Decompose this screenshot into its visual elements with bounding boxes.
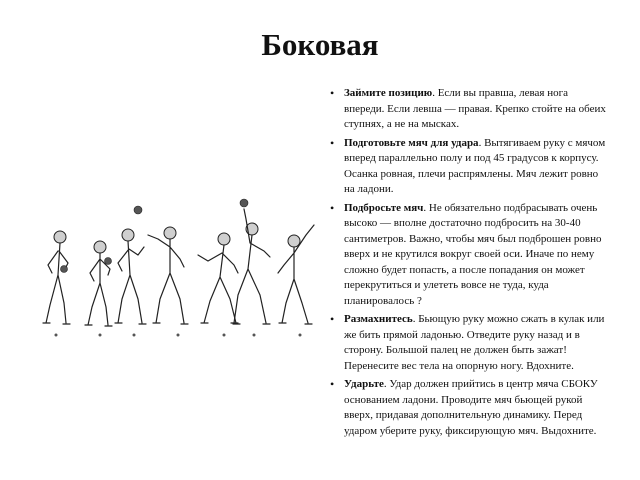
figure-1 <box>43 231 70 324</box>
list-item <box>326 312 608 374</box>
step-text: . Бьющую руку можно сжать в кулак или же бить прямой ладонью. Отведите руку назад и в сторону. Большой палец не должен быть зажат! Перенесите вес тела на опорную ногу. Вдохните. <box>344 313 605 372</box>
step-title: Займите позицию <box>344 87 433 99</box>
list-item <box>326 377 608 439</box>
figure-2 <box>85 241 112 326</box>
steps-list <box>326 86 608 442</box>
slide-title: Боковая <box>261 27 379 62</box>
step-text: . Не обязательно подбрасывать очень высоко — вполне достаточно подбросить на 30-40 сантиметров. Важно, чтобы мяч был подброшен ровно вверх и не крутился вокруг своей оси. Иначе по нему сложно будет попасть, а после попадания он может перекрутиться и улететь вовсе не туда, куда планировалось ? <box>344 201 602 307</box>
figure-4 <box>134 206 188 324</box>
step-text: . Вытягиваем руку с мячом вперед параллельно полу и под 45 градусов к корпусу. Осанка ровная, плечи распрямлены. Мяч лежит ровно на ладони. <box>344 136 606 195</box>
list-item <box>326 201 608 310</box>
volleyball-serve-sequence-icon <box>38 195 328 340</box>
floor-marks <box>55 334 302 337</box>
figure-6 <box>231 199 270 324</box>
step-text: . Если вы правша, левая нога впереди. Если левша — правая. Крепко стойте на обеих ступнях, а не на мысках. <box>344 87 606 130</box>
list-item <box>326 136 608 198</box>
step-title: Подбросьте мяч <box>344 201 424 214</box>
figure-5 <box>198 233 240 324</box>
figure-3 <box>115 229 146 324</box>
step-text: . Удар должен прийтись в центр мяча СБОКУ основанием ладони. Проводите мяч бьющей рукой вверх, придавая дополнительную динамику. Перед ударом уберите руку, фиксирующую мяч. Выдохните. <box>344 378 598 437</box>
step-title: Подготовьте мяч для удара <box>344 136 479 149</box>
list-item <box>326 86 608 133</box>
figure-7 <box>278 225 314 324</box>
step-title: Ударьте <box>344 378 384 390</box>
step-title: Размахнитесь <box>344 313 413 325</box>
